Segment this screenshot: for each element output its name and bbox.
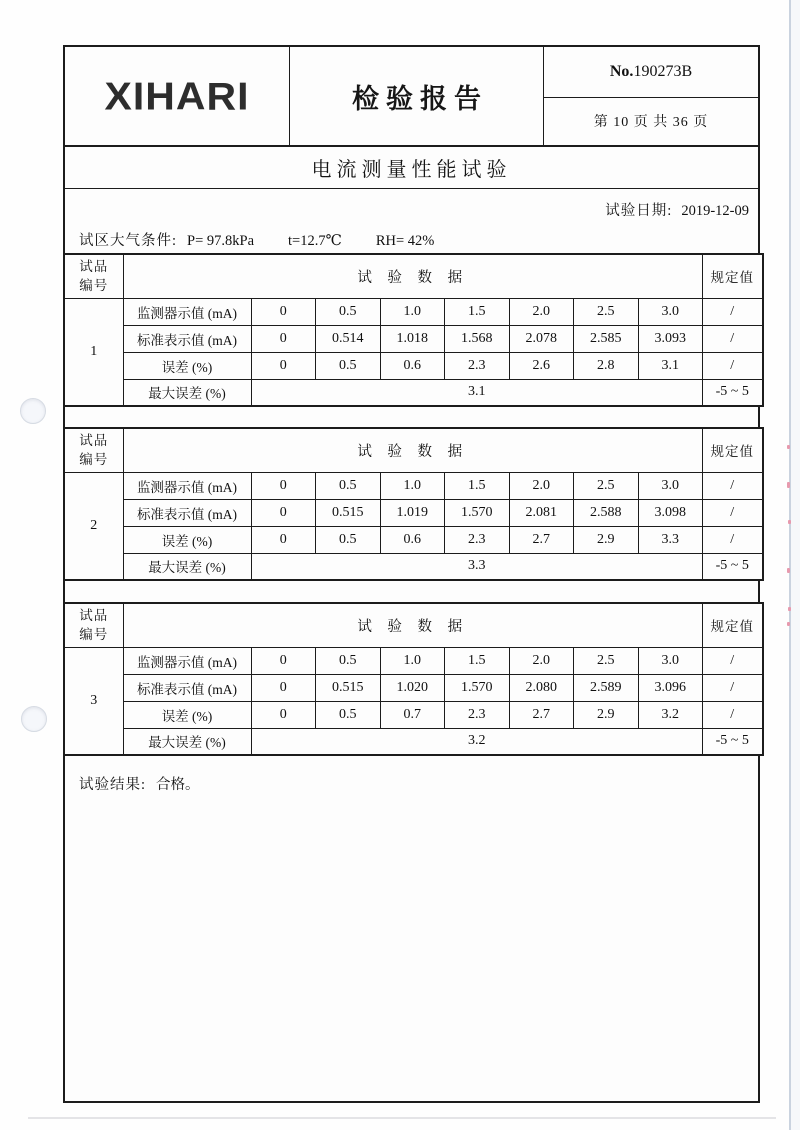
row-label-max-error: 最大误差 (%)	[123, 379, 251, 406]
cell-value: 2.3	[445, 701, 510, 728]
report-number-value: 190273B	[633, 62, 693, 80]
specimen-no-header-line1: 试品	[79, 608, 109, 624]
cell-value: 2.9	[574, 701, 639, 728]
cell-value: 0	[251, 325, 316, 352]
hole-punch-bottom	[21, 706, 47, 732]
cell-value: 1.5	[445, 647, 510, 674]
report-number-prefix: No.	[609, 62, 634, 80]
report-number	[544, 47, 758, 98]
spec-value-header: 规定值	[703, 254, 763, 298]
atmosphere-line	[79, 229, 434, 250]
cell-value: 2.078	[509, 325, 574, 352]
cell-value: 0.5	[316, 472, 381, 499]
cell-value: 3.096	[638, 674, 703, 701]
page-indicator: 第 10 页 共 36 页	[593, 115, 709, 131]
cell-value: 1.568	[445, 325, 510, 352]
page-bottom-shadow	[28, 1117, 776, 1119]
cell-value: 1.570	[445, 499, 510, 526]
cell-spec: /	[703, 352, 763, 379]
max-error-value: 3.3	[251, 553, 703, 580]
row-label-error: 误差 (%)	[123, 526, 251, 553]
row-label-error: 误差 (%)	[123, 352, 251, 379]
scan-edge-line	[789, 0, 791, 1130]
cell-value: 2.3	[445, 526, 510, 553]
cell-spec: /	[703, 325, 763, 352]
test-result-value: 合格。	[156, 777, 200, 793]
spec-value-header: 规定值	[703, 603, 763, 647]
cell-value: 2.585	[574, 325, 639, 352]
document-frame	[63, 45, 760, 1103]
cell-value: 3.3	[638, 526, 703, 553]
cell-value: 0	[251, 298, 316, 325]
cell-value: 0.515	[316, 674, 381, 701]
report-title: 检验报告	[352, 83, 488, 114]
cell-value: 0	[251, 526, 316, 553]
test-data-header: 试 验 数 据	[123, 254, 703, 298]
cell-spec: /	[703, 647, 763, 674]
cell-value: 1.0	[380, 298, 445, 325]
scan-speck	[787, 482, 790, 488]
cell-value: 1.5	[445, 472, 510, 499]
hole-punch-top	[20, 398, 46, 424]
specimen-no-header	[64, 428, 123, 472]
test-result-line	[79, 773, 200, 794]
cell-value: 0.5	[316, 647, 381, 674]
cell-value: 0.5	[316, 526, 381, 553]
cell-spec: -5 ~ 5	[703, 379, 763, 406]
test-data-header: 试 验 数 据	[123, 428, 703, 472]
row-label-standard: 标准表示值 (mA)	[123, 499, 251, 526]
scan-speck	[787, 568, 790, 573]
test-date-value: 2019-12-09	[681, 203, 749, 219]
test-data-table	[63, 427, 764, 581]
row-label-standard: 标准表示值 (mA)	[123, 674, 251, 701]
cell-value: 2.7	[509, 701, 574, 728]
row-label-monitor: 监测器示值 (mA)	[123, 472, 251, 499]
specimen-no-header	[64, 254, 123, 298]
cell-value: 1.018	[380, 325, 445, 352]
atmosphere-label: 试区大气条件:	[79, 233, 178, 249]
cell-value: 2.0	[509, 298, 574, 325]
cell-value: 2.081	[509, 499, 574, 526]
specimen-no-header-line2: 编号	[79, 627, 109, 643]
cell-value: 0.5	[316, 298, 381, 325]
cell-value: 2.5	[574, 472, 639, 499]
specimen-number: 1	[64, 298, 123, 406]
spec-value-header: 规定值	[703, 428, 763, 472]
cell-value: 0.6	[380, 352, 445, 379]
specimen-number: 3	[64, 647, 123, 755]
cell-value: 1.0	[380, 472, 445, 499]
scan-edge-tint	[791, 0, 800, 1130]
row-label-monitor: 监测器示值 (mA)	[123, 647, 251, 674]
cell-value: 2.080	[509, 674, 574, 701]
cell-value: 1.019	[380, 499, 445, 526]
cell-value: 0.515	[316, 499, 381, 526]
row-label-error: 误差 (%)	[123, 701, 251, 728]
cell-value: 1.5	[445, 298, 510, 325]
scan-speck	[788, 607, 791, 611]
cell-value: 2.3	[445, 352, 510, 379]
test-data-table	[63, 253, 764, 407]
cell-value: 0	[251, 472, 316, 499]
logo-cell	[65, 47, 290, 145]
test-result-label: 试验结果:	[79, 777, 147, 793]
cell-value: 0	[251, 674, 316, 701]
max-error-value: 3.1	[251, 379, 703, 406]
cell-spec: /	[703, 472, 763, 499]
scan-speck	[787, 445, 790, 449]
cell-value: 3.098	[638, 499, 703, 526]
scan-speck	[787, 622, 790, 626]
cell-value: 3.0	[638, 472, 703, 499]
cell-value: 2.589	[574, 674, 639, 701]
test-data-table	[63, 602, 764, 756]
cell-value: 1.020	[380, 674, 445, 701]
cell-spec: -5 ~ 5	[703, 728, 763, 755]
cell-spec: /	[703, 499, 763, 526]
cell-value: 1.0	[380, 647, 445, 674]
scan-speck	[788, 520, 791, 524]
cell-value: 2.7	[509, 526, 574, 553]
cell-spec: /	[703, 701, 763, 728]
cell-value: 2.5	[574, 298, 639, 325]
specimen-no-header-line1: 试品	[79, 433, 109, 449]
cell-value: 2.0	[509, 472, 574, 499]
specimen-no-header	[64, 603, 123, 647]
cell-value: 2.8	[574, 352, 639, 379]
cell-value: 0.514	[316, 325, 381, 352]
cell-value: 2.5	[574, 647, 639, 674]
cell-value: 2.9	[574, 526, 639, 553]
cell-value: 0.6	[380, 526, 445, 553]
atmosphere-pressure: P= 97.8kPa	[187, 233, 255, 249]
cell-value: 0	[251, 499, 316, 526]
section-title: 电流测量性能试验	[311, 159, 512, 181]
test-data-header: 试 验 数 据	[123, 603, 703, 647]
cell-value: 3.1	[638, 352, 703, 379]
row-label-max-error: 最大误差 (%)	[123, 553, 251, 580]
atmosphere-temperature: t=12.7℃	[288, 233, 342, 249]
cell-value: 3.093	[638, 325, 703, 352]
cell-spec: -5 ~ 5	[703, 553, 763, 580]
row-label-monitor: 监测器示值 (mA)	[123, 298, 251, 325]
specimen-no-header-line1: 试品	[79, 259, 109, 275]
report-header	[65, 47, 758, 147]
cell-value: 2.0	[509, 647, 574, 674]
cell-value: 1.570	[445, 674, 510, 701]
test-date-label: 试验日期:	[605, 203, 673, 219]
max-error-value: 3.2	[251, 728, 703, 755]
specimen-no-header-line2: 编号	[79, 452, 109, 468]
cell-spec: /	[703, 526, 763, 553]
cell-spec: /	[703, 298, 763, 325]
cell-value: 3.0	[638, 298, 703, 325]
cell-value: 0	[251, 647, 316, 674]
specimen-no-header-line2: 编号	[79, 278, 109, 294]
cell-spec: /	[703, 674, 763, 701]
test-date-line	[605, 199, 749, 220]
cell-value: 2.6	[509, 352, 574, 379]
company-logo: XIHARI	[104, 73, 250, 118]
row-label-max-error: 最大误差 (%)	[123, 728, 251, 755]
cell-value: 0.5	[316, 352, 381, 379]
report-title-cell	[290, 47, 544, 145]
cell-value: 0	[251, 701, 316, 728]
cell-value: 3.2	[638, 701, 703, 728]
specimen-number: 2	[64, 472, 123, 580]
cell-value: 0.5	[316, 701, 381, 728]
cell-value: 0.7	[380, 701, 445, 728]
section-title-bar	[65, 147, 758, 189]
report-meta-cell	[544, 47, 758, 145]
cell-value: 0	[251, 352, 316, 379]
row-label-standard: 标准表示值 (mA)	[123, 325, 251, 352]
cell-value: 2.588	[574, 499, 639, 526]
cell-value: 3.0	[638, 647, 703, 674]
atmosphere-humidity: RH= 42%	[375, 233, 435, 249]
